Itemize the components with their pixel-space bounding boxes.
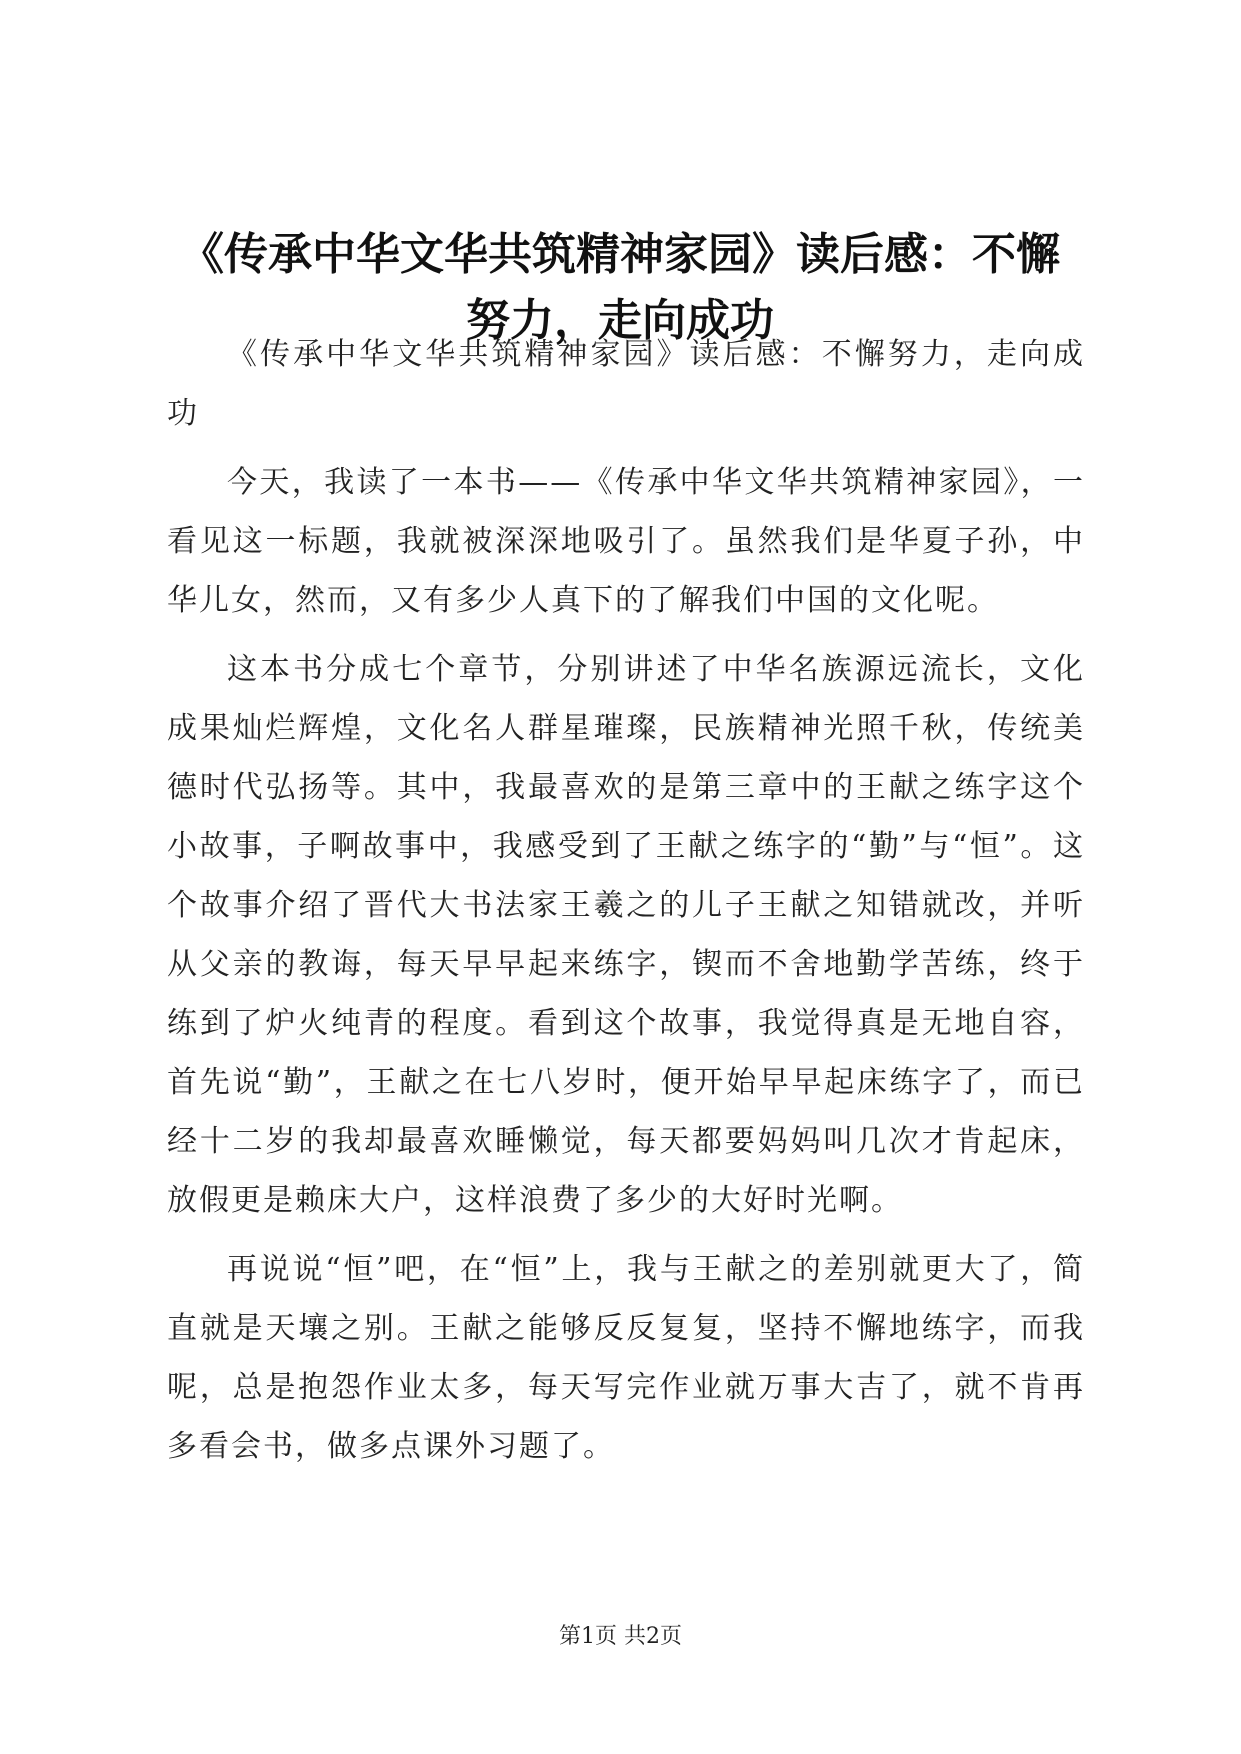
page-footer: 第1页 共2页 (559, 1624, 682, 1649)
document-title: 《传承中华文华共筑精神家园》读后感：不懈努力，走向成功 (180, 229, 1060, 346)
paragraph-subtitle: 《传承中华文华共筑精神家园》读后感：不懈努力，走向成功 (167, 337, 1085, 431)
paragraph: 这本书分成七个章节，分别讲述了中华名族源远流长，文化成果灿烂辉煌，文化名人群星璀璨，民族精神光照千秋，传统美德时代弘扬等。其中，我最喜欢的是第三章中的王献之练字这个小故事，子啊故事中，我感受到了王献之练字的“勤”与“恒”。这个故事介绍了晋代大书法家王羲之的儿子王献之知错就改，并听从父亲的教诲，每天早早起来练字，锲而不舍地勤学苦练，终于练到了炉火纯青的程度。看到这个故事，我觉得真是无地自容，首先说“勤”，王献之在七八岁时，便开始早早起床练字了，而已经十二岁的我却最喜欢睡懒觉，每天都要妈妈叫几次才肯起床，放假更是赖床大户，这样浪费了多少的大好时光啊。 (167, 652, 1085, 1218)
paragraph: 今天，我读了一本书——《传承中华文华共筑精神家园》，一看见这一标题，我就被深深地吸引了。虽然我们是华夏子孙，中华儿女，然而，又有多少人真下的了解我们中国的文化呢。 (167, 465, 1085, 618)
paragraph: 再说说“恒”吧，在“恒”上，我与王献之的差别就更大了，简直就是天壤之别。王献之能够反反复复，坚持不懈地练字，而我呢，总是抱怨作业太多，每天写完作业就万事大吉了，就不肯再多看会书，做多点课外习题了。 (167, 1252, 1085, 1464)
document-body (167, 325, 1085, 1486)
